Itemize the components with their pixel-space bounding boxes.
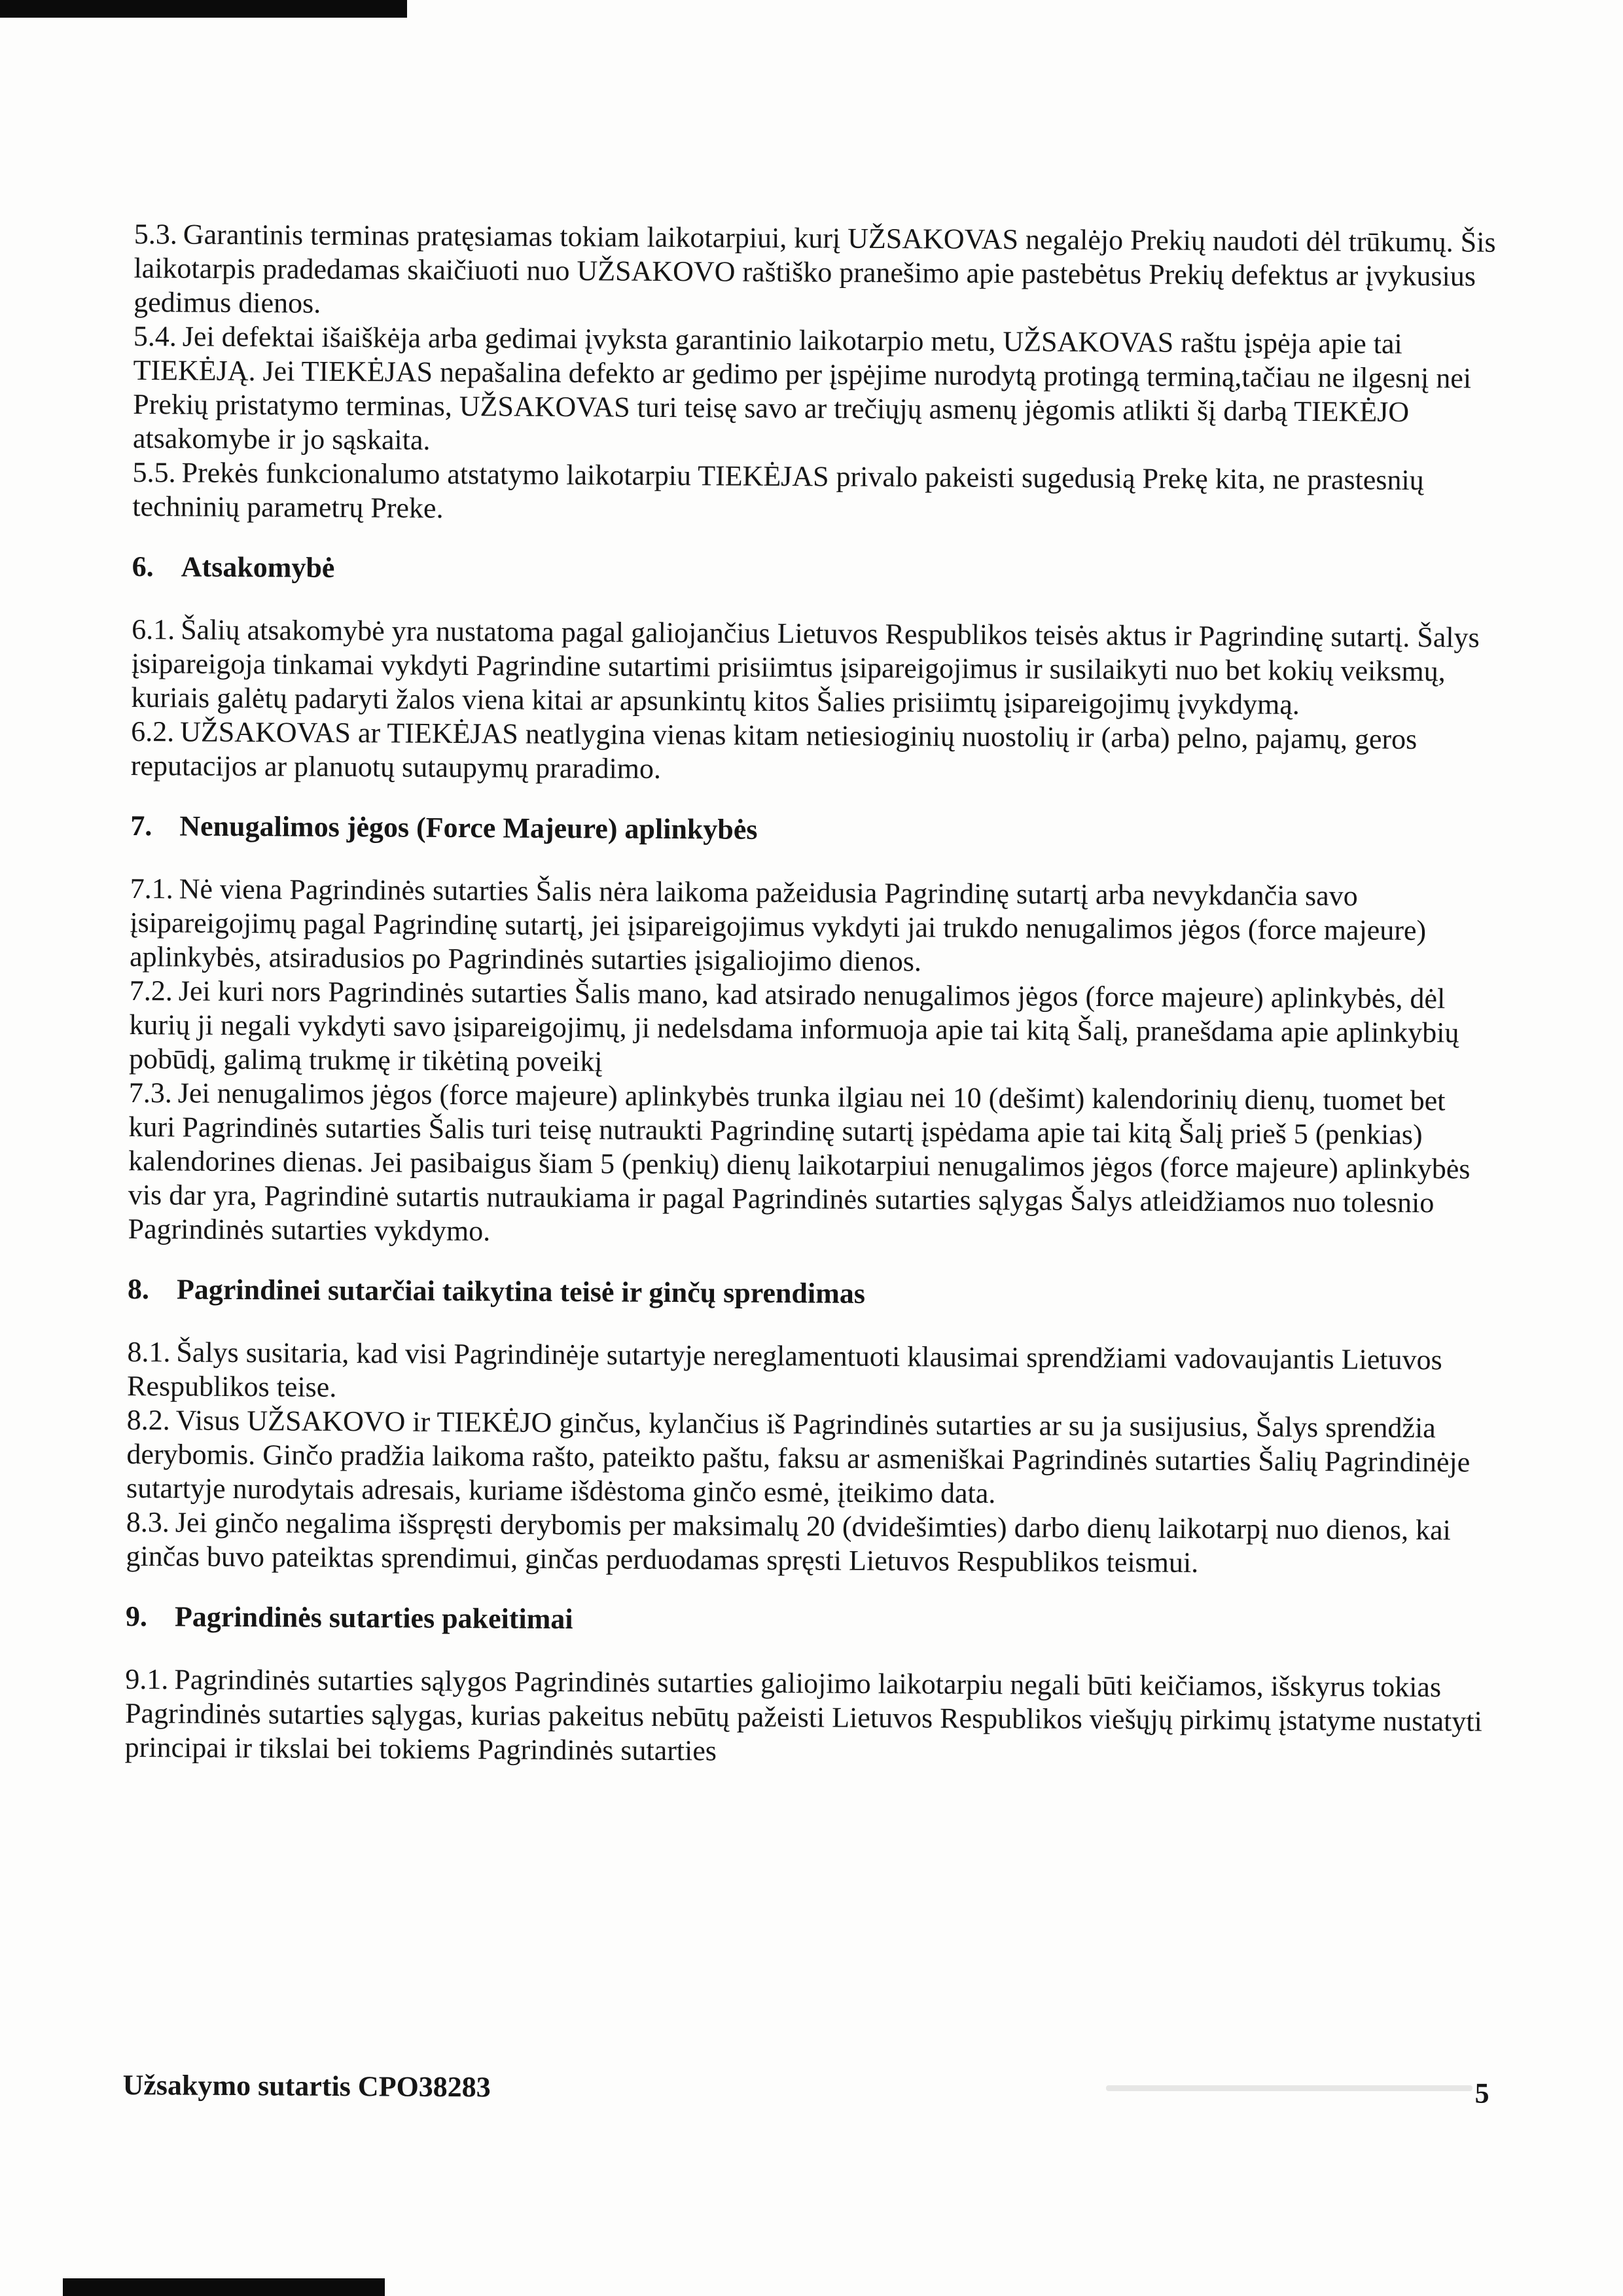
- clause-5-4: [133, 319, 1503, 464]
- clause-number: 8.2.: [126, 1403, 170, 1437]
- clause-5-5: [132, 456, 1502, 532]
- page-footer: [122, 2068, 1491, 2111]
- clause-number: 9.1.: [125, 1662, 169, 1696]
- clause-text: UŽSAKOVAS ar TIEKĖJAS neatlygina vienas kitam netiesioginių nuostolių ir (arba) pelno, pajamų, geros reputacijos ar planuotų sutaupymų praradimo.: [130, 715, 1418, 785]
- section-heading-7: [130, 809, 1499, 852]
- clause-text: Nė viena Pagrindinės sutarties Šalis nėra laikoma pažeidusia Pagrindinę sutartį arba nevykdančia savo įsipareigojimų pagal Pagrindinę sutartį, jei įsipareigojimus vykdyti jai trukdo nenugalimos jėgos (force majeure) aplinkybės, atsiradusios po Pagrindinės sutarties įsigaliojimo dienos.: [129, 872, 1427, 978]
- clause-text: Jei kuri nors Pagrindinės sutarties Šalis mano, kad atsirado nenugalimos jėgos (force majeure) aplinkybės, dėl kurių ji negali vykdyti savo įsipareigojimų, ji nedelsdama informuoja apie tai kitą Šalį, pranešdama apie aplinkybių pobūdį, galimą trukmę ir tikėtiną poveikį: [128, 975, 1459, 1078]
- scan-artifact-top: [0, 0, 407, 18]
- document-content: [122, 217, 1503, 2111]
- clause-text: Visus UŽSAKOVO ir TIEKĖJO ginčus, kylančius iš Pagrindinės sutarties ar su ja susijusius, Šalys sprendžia derybomis. Ginčo pradžia laikoma rašto, pateikto paštu, faksu ar asmeniškai Pagrindinės sutarties Šalių Pagrindinėje sutartyje nurodytais adresais, kuriame išdėstoma ginčo esmė, įteikimo data.: [126, 1404, 1471, 1510]
- clause-8-2: [126, 1403, 1496, 1514]
- clause-text: Garantinis terminas pratęsiamas tokiam laikotarpiui, kurį UŽSAKOVAS negalėjo Prekių naudoti dėl trūkumų. Šis laikotarpis pradedamas skaičiuoti nuo UŽSAKOVO raštiško pranešimo apie pastebėtus Prekių defektus ar įvykusius gedimus dienos.: [134, 218, 1496, 319]
- clause-number: 7.1.: [130, 872, 173, 905]
- section-heading-8: [128, 1272, 1497, 1315]
- section-number: 8.: [127, 1272, 150, 1306]
- clause-number: 8.3.: [126, 1505, 169, 1539]
- clause-7-2: [129, 974, 1499, 1085]
- scan-artifact-bottom: [63, 2278, 385, 2296]
- clause-text: Jei defektai išaiškėja arba gedimai įvyksta garantinio laikotarpio metu, UŽSAKOVAS raštu įspėja apie tai TIEKĖJĄ. Jei TIEKĖJAS nepašalina defekto ar gedimo per įspėjime nurodytą protingą terminą,tačiau ne ilgesnį nei Prekių pristatymo terminas, UŽSAKOVAS turi teisę savo ar trečiųjų asmenų jėgomis atlikti šį darbą TIEKĖJO atsakomybe ir jo sąskaita.: [132, 320, 1472, 456]
- section-title: Atsakomybė: [181, 550, 335, 584]
- clause-number: 7.2.: [129, 974, 173, 1007]
- clause-text: Šalių atsakomybė yra nustatoma pagal galiojančius Lietuvos Respublikos teisės aktus ir Pagrindinę sutartį. Šalys įsipareigoja tinkamai vykdyti Pagrindine sutartimi prisiimtus įsipareigojimus ir susilaikyti nuo bet kokių veiksmų, kuriais galėtų padaryti žalos viena kitai ar apsunkintų kitos Šalies prisiimtų įsipareigojimų įvykdymą.: [131, 613, 1480, 721]
- clause-text: Šalys susitaria, kad visi Pagrindinėje sutartyje nereglamentuoti klausimai sprendžiami vadovaujantis Lietuvos Respublikos teise.: [126, 1336, 1442, 1403]
- section-heading-9: [126, 1600, 1495, 1642]
- clause-8-3: [126, 1505, 1495, 1582]
- section-title: Pagrindinės sutarties pakeitimai: [174, 1600, 573, 1636]
- clause-text: Prekės funkcionalumo atstatymo laikotarpiu TIEKĖJAS privalo pakeisti sugedusią Prekę kita, ne prastesnių techninių parametrų Preke.: [132, 456, 1424, 524]
- clause-text: Jei ginčo negalima išspręsti derybomis per maksimalų 20 (dvidešimties) darbo dienų laikotarpį nuo dienos, kai ginčas buvo pateiktas sprendimui, ginčas perduodamas spręsti Lietuvos Respublikos teismui.: [126, 1506, 1451, 1579]
- clause-number: 8.1.: [127, 1335, 171, 1369]
- clause-8-1: [127, 1335, 1497, 1412]
- clause-6-2: [131, 715, 1501, 791]
- clause-9-1: [125, 1662, 1495, 1773]
- section-number: 6.: [132, 550, 154, 583]
- clause-6-1: [131, 613, 1501, 723]
- document-id: Užsakymo sutartis CPO38283: [122, 2068, 491, 2104]
- clause-number: 6.2.: [131, 715, 175, 748]
- section-heading-6: [132, 550, 1501, 592]
- clause-7-1: [130, 872, 1499, 982]
- clause-number: 5.5.: [132, 456, 176, 489]
- clause-number: 5.3.: [134, 217, 177, 251]
- section-title: Nenugalimos jėgos (Force Majeure) aplinkybės: [179, 810, 758, 846]
- section-title: Pagrindinei sutarčiai taikytina teisė ir ginčų sprendimas: [176, 1273, 866, 1310]
- clause-7-3: [128, 1076, 1498, 1255]
- section-number: 9.: [125, 1600, 148, 1633]
- clause-number: 7.3.: [128, 1076, 172, 1109]
- clause-text: Pagrindinės sutarties sąlygos Pagrindinės sutarties galiojimo laikotarpiu negali būti keičiamos, išskyrus tokias Pagrindinės sutarties sąlygas, kurias pakeitus nebūtų pažeisti Lietuvos Respublikos viešųjų pirkimų įstatyme nustatyti principai ir tikslai bei tokiems Pagrindinės sutarties: [124, 1663, 1482, 1767]
- clause-number: 5.4.: [133, 319, 177, 353]
- clause-5-3: [134, 217, 1503, 328]
- clause-number: 6.1.: [132, 613, 175, 646]
- section-number: 7.: [130, 809, 152, 842]
- page-number: 5: [1474, 2077, 1489, 2109]
- clause-text: Jei nenugalimos jėgos (force majeure) aplinkybės trunka ilgiau nei 10 (dešimt) kalendorinių dienų, tuomet bet kuri Pagrindinės sutarties Šalis turi teisę nutraukti Pagrindinę sutartį įspėdama apie tai kitą Šalį prieš 5 (penkias) kalendorines dienas. Jei pasibaigus šiam 5 (penkių) dienų laikotarpiui nenugalimos jėgos (force majeure) aplinkybės vis dar yra, Pagrindinė sutartis nutraukiama ir pagal Pagrindinės sutarties sąlygas Šalys atleidžiamos nuo tolesnio Pagrindinės sutarties vykdymo.: [128, 1077, 1471, 1247]
